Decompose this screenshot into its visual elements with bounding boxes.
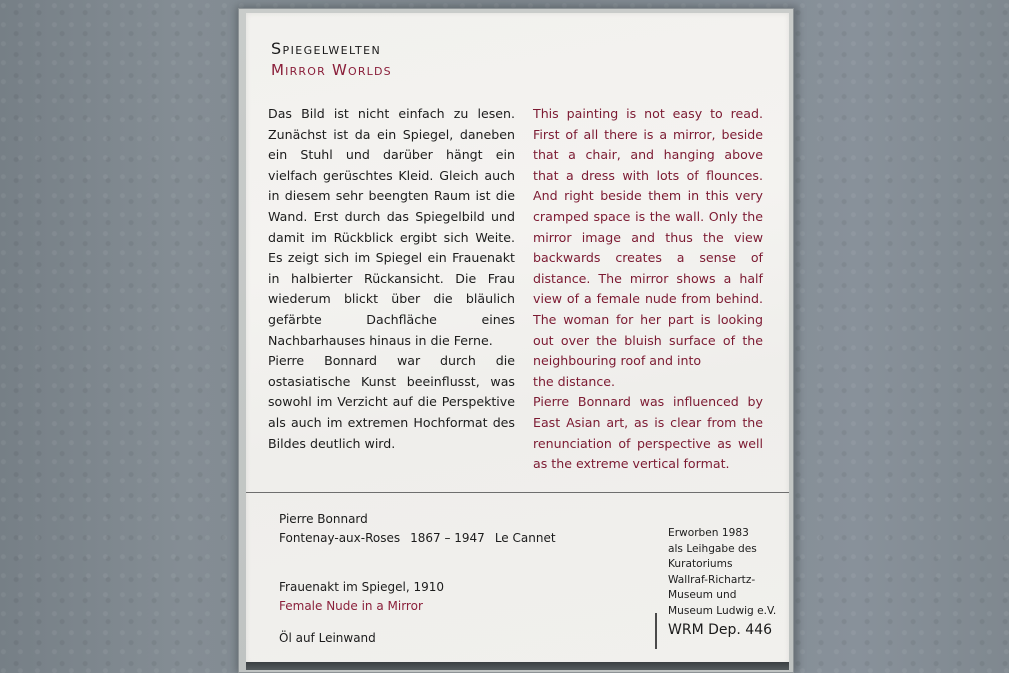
- acquisition-line: Museum und: [668, 589, 737, 602]
- description-english: [533, 104, 763, 475]
- acquisition-line: Wallraf-Richartz-: [668, 573, 756, 586]
- description-english-paragraph: the distance.: [533, 373, 616, 389]
- artist-name: Pierre Bonnard: [279, 512, 368, 526]
- work-title-german: Frauenakt im Spiegel, 1910: [279, 580, 445, 594]
- description-german-paragraph: Das Bild ist nicht einfach zu lesen. Zunächst ist da ein Spiegel, daneben ein Stuhl und darüber hängt ein vielfach gerüschtes Kleid. Gleich auch in diesem sehr beengten Raum ist die Wand. Erst durch das Spiegelbild und damit im Rückblick ergibt sich Weite. Es zeigt sich im Spiegel ein Frauenakt in halbierter Rückansicht. Die Frau wiederum blickt über die bläulich gefärbte Dachfläche eines Nachbarhauses hinaus in die Ferne.: [268, 106, 515, 348]
- acquisition-line: Museum Ludwig e.V.: [668, 604, 777, 617]
- work-title-english: Female Nude in a Mirror: [279, 599, 423, 613]
- work-medium: Öl auf Leinwand: [279, 631, 376, 645]
- title-english: Mirror Worlds: [271, 61, 392, 79]
- plaque-bottom-edge: [246, 662, 789, 670]
- artist-years: 1867 – 1947: [410, 531, 485, 545]
- description-english-paragraph: Pierre Bonnard was influenced by East Asian art, as is clear from the renunciation of perspective as well as the extreme vertical format.: [533, 394, 763, 472]
- artist-birthplace: Fontenay-aux-Roses: [279, 531, 401, 545]
- acquisition-line: als Leihgabe des: [668, 542, 757, 555]
- acquisition-credit: [668, 526, 788, 620]
- inventory-number: WRM Dep. 446: [668, 622, 773, 638]
- artist-deathplace: Le Cannet: [494, 531, 556, 545]
- description-german-paragraph: Pierre Bonnard war durch die ostasiatische Kunst beeinflusst, was sowohl im Verzicht auf die Perspektive als auch im extremen Hochformat des Bildes deutlich wird.: [268, 353, 515, 451]
- description-german: [268, 104, 515, 454]
- acquisition-line: Kuratoriums: [668, 558, 733, 571]
- title-german: Spiegelwelten: [271, 39, 382, 58]
- description-english-paragraph: This painting is not easy to read. First of all there is a mirror, beside that a chair, and hanging above that a dress with lots of flounces. And right beside them in this very cramped space is the wall. Only the mirror image and thus the view backwards creates a sense of distance. The mirror shows a half view of a female nude from behind. The woman for her part is looking out over the bluish surface of the neighbouring roof and into: [533, 106, 763, 369]
- artist-life-dates: [279, 529, 556, 548]
- inventory-marker-bar: [655, 613, 657, 649]
- acquisition-line: Erworben 1983: [668, 527, 749, 539]
- museum-label-plaque: [246, 13, 789, 665]
- section-divider: [246, 492, 789, 493]
